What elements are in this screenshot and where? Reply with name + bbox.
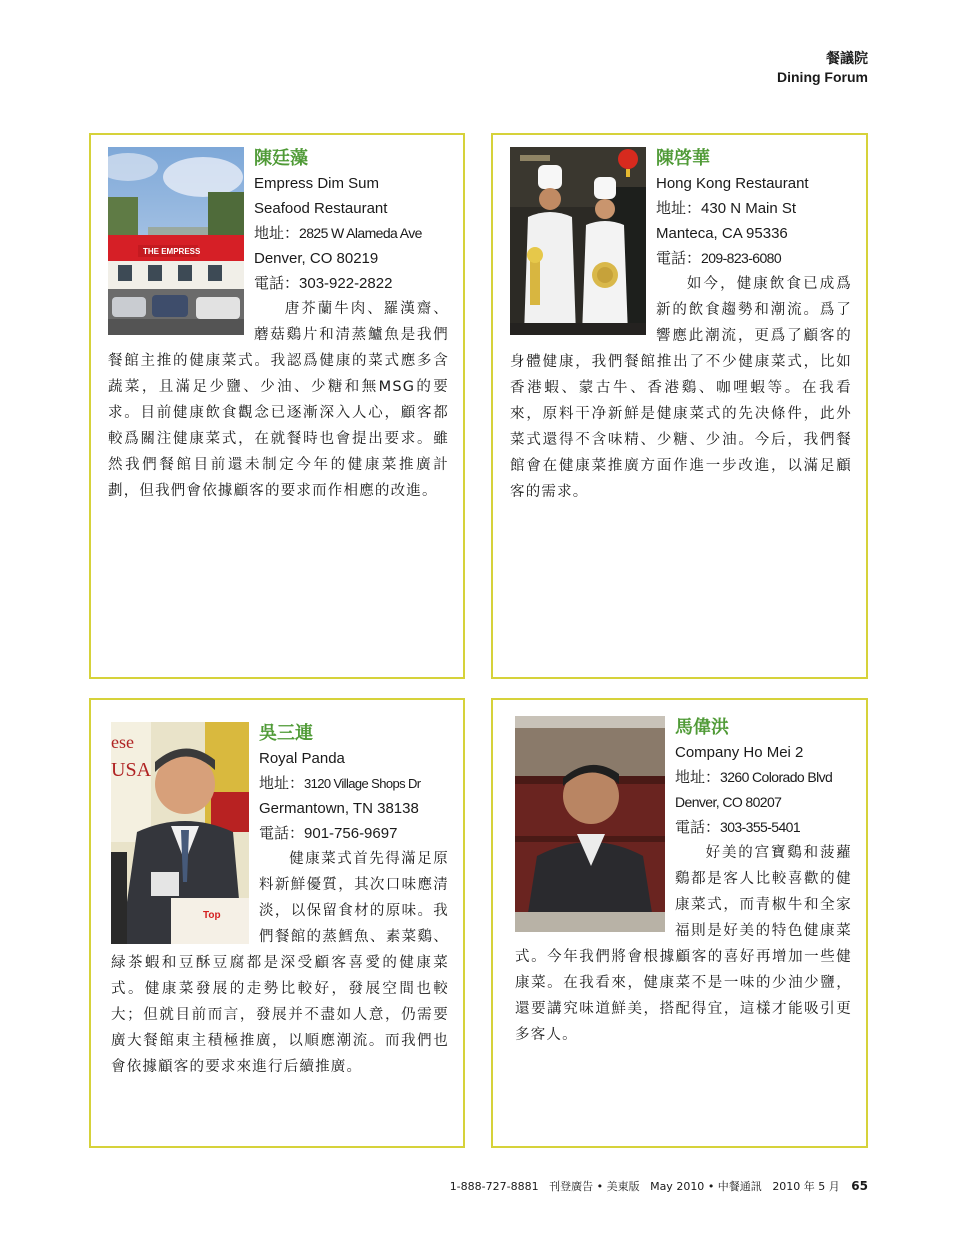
page-number: 65 xyxy=(851,1179,868,1193)
footer-phone: 1-888-727-8881 xyxy=(449,1180,539,1193)
address-label: 地址： xyxy=(254,225,300,242)
phone-label: 電話： xyxy=(656,250,702,267)
city-line: Manteca, CA 95336 xyxy=(656,225,788,242)
footer-date-en: May 2010 xyxy=(650,1180,705,1193)
restaurant-name: Empress Dim Sum xyxy=(254,175,380,192)
city-line: Germantown, TN 38138 xyxy=(259,800,419,817)
body-text: 健康菜式首先得滿足原料新鮮優質，其次口味應清淡，以保留食材的原味。我們餐館的蒸鱈魚、素菜鷄、緑茶蝦和豆酥豆腐都是深受顧客喜愛的健康菜式。健康菜發展的走勢比較好，發展空間也較大；但就目前而言，發展并不盡如人意，仍需要廣大餐館東主積極推廣，以順應潮流。而我們也會依據顧客的要求來進行后續推廣。 xyxy=(111,851,449,1075)
city-line: Denver, CO 80207 xyxy=(675,794,782,810)
restaurant-name: Royal Panda xyxy=(259,750,345,767)
person-name: 馬偉洪 xyxy=(675,717,729,738)
photo-sign-text: THE EMPRESS xyxy=(143,247,201,256)
address-label: 地址： xyxy=(675,769,721,786)
restaurant-name-line2: Seafood Restaurant xyxy=(254,200,388,217)
phone-label: 電話： xyxy=(675,819,721,836)
body-text: 如今，健康飲食已成爲新的飲食趨勢和潮流。爲了響應此潮流，更爲了顧客的身體健康，我們餐館推出了不少健康菜式，比如香港蝦、蒙古牛、香港鷄、咖哩蝦等。在我看來，原料干净新鮮是健康菜式的先决條件，此外菜式還得不含味精、少糖、少油。今后，我們餐館會在健康菜推廣方面作進一步改進，以滿足顧客的需求。 xyxy=(510,276,852,500)
footer-publication: • 中餐通訊 xyxy=(707,1180,762,1193)
address-label: 地址： xyxy=(656,200,702,217)
profile-card-4 xyxy=(491,698,868,1148)
body-text: 好美的宫寶鷄和菠蘿鷄都是客人比較喜歡的健康菜式，而青椒牛和全家福則是好美的特色健康菜式。今年我們將會根據顧客的喜好再增加一些健康菜。在我看來，健康菜不是一味的少油少鹽，還要講究味道鮮美，搭配得宜，這樣才能吸引更多客人。 xyxy=(515,845,852,1043)
address-label: 地址： xyxy=(259,775,305,792)
restaurant-photo xyxy=(108,147,244,335)
footer-date-zh: 2010 年 5 月 xyxy=(772,1180,840,1193)
restaurant-name: Company Ho Mei 2 xyxy=(675,744,804,761)
phone-value: 303-355-5401 xyxy=(720,819,801,835)
portrait-photo xyxy=(515,716,665,932)
phone-value: 209-823-6080 xyxy=(701,250,782,266)
phone-value: 901-756-9697 xyxy=(304,825,398,842)
phone-label: 電話： xyxy=(259,825,305,842)
svg-text:USA: USA xyxy=(111,759,152,781)
phone-value: 303-922-2822 xyxy=(299,275,393,292)
person-name: 陳啓華 xyxy=(656,148,710,169)
svg-text:Top: Top xyxy=(203,910,221,921)
portrait-photo xyxy=(111,722,249,944)
footer-ad: 刊登廣告 • 美東版 xyxy=(549,1180,640,1193)
restaurant-name: Hong Kong Restaurant xyxy=(656,175,809,192)
section-header xyxy=(777,50,868,86)
section-title-en: Dining Forum xyxy=(777,69,868,85)
svg-text:ese: ese xyxy=(111,732,134,752)
profile-card-2 xyxy=(491,133,868,679)
city-line: Denver, CO 80219 xyxy=(254,250,379,267)
section-title-zh: 餐議院 xyxy=(826,51,868,67)
profile-card-1 xyxy=(89,133,465,679)
address-value: 2825 W Alameda Ave xyxy=(299,225,422,241)
phone-label: 電話： xyxy=(254,275,300,292)
page-footer xyxy=(450,1178,868,1195)
person-name: 陳廷藻 xyxy=(254,148,308,169)
address-value: 430 N Main St xyxy=(701,200,797,217)
body-text: 唐芥蘭牛肉、羅漢齋、蘑菇鷄片和清蒸鱸魚是我們餐館主推的健康菜式。我認爲健康的菜式應多含蔬菜，且滿足少鹽、少油、少糖和無MSG的要求。目前健康飲食觀念已逐漸深入人心，顧客都較爲關注健康菜式，在就餐時也會提出要求。雖然我們餐館目前還未制定今年的健康菜推廣計劃，但我們會依據顧客的要求而作相應的改進。 xyxy=(108,301,449,499)
person-name: 吳三連 xyxy=(259,723,313,744)
address-value: 3120 Village Shops Dr xyxy=(304,776,421,791)
chefs-photo xyxy=(510,147,646,335)
profile-card-3 xyxy=(89,698,465,1148)
address-value: 3260 Colorado Blvd xyxy=(720,769,833,785)
